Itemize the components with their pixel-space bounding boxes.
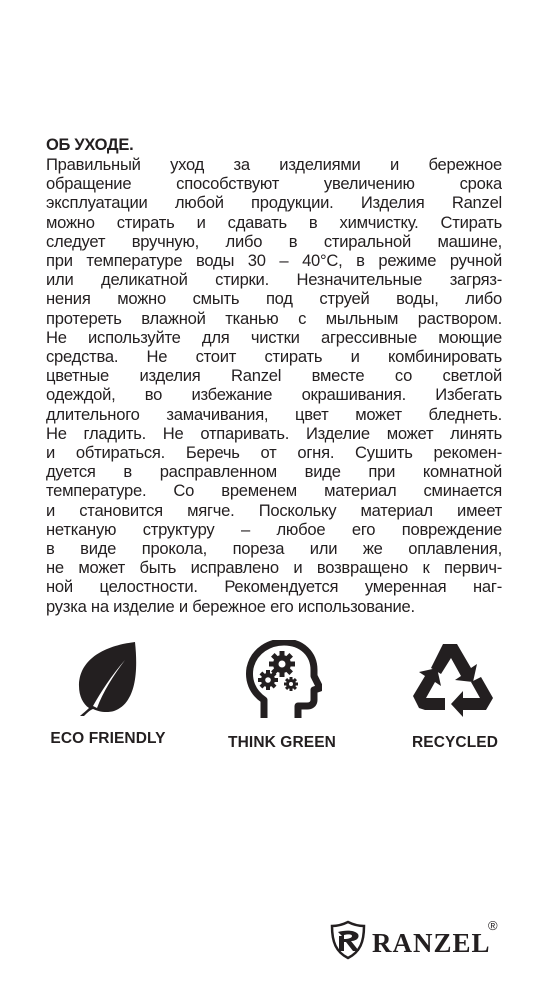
care-line: можно стирать и сдавать в химчистку. Стирать	[46, 212, 502, 232]
badge-recycled	[375, 640, 535, 752]
care-line: и обтираться. Беречь от огня. Сушить рекомен-	[46, 443, 502, 463]
care-line: эксплуатации любой продукции. Изделия Ranzel	[46, 193, 502, 213]
care-line: Не гладить. Не отпаривать. Изделие может линять	[46, 423, 502, 443]
head-gears-icon	[242, 640, 322, 720]
care-line: следует вручную, либо в стиральной машине,	[46, 231, 502, 251]
care-line: не может быть исправлено и возвращено к первич-	[46, 558, 502, 578]
leaf-icon	[73, 640, 143, 716]
care-line: Не используйте для чистки агрессивные моющие	[46, 327, 502, 347]
care-line: рузка на изделие и бережное его использование.	[46, 596, 415, 616]
care-line: в виде прокола, пореза или же оплавления,	[46, 539, 502, 559]
care-line: Правильный уход за изделиями и бережное	[46, 155, 502, 174]
care-title: ОБ УХОДЕ.	[46, 136, 134, 154]
care-line: обращение способствуют увеличению срока	[46, 174, 502, 194]
badge-think-green	[202, 640, 362, 752]
care-line: или деликатной стирки. Незначительные загряз-	[46, 270, 502, 290]
badge-eco-friendly	[28, 640, 188, 748]
badge-label: THINK GREEN	[228, 734, 336, 751]
care-body	[46, 155, 502, 616]
care-line: нения можно смыть под струей воды, либо	[46, 289, 502, 309]
shield-r-logo-icon	[330, 920, 366, 960]
registered-mark: ®	[488, 918, 498, 933]
care-line: средства. Не стоит стирать и комбинировать	[46, 347, 502, 367]
care-line: протереть влажной тканью с мыльным раствором.	[46, 308, 502, 328]
care-instructions	[46, 135, 502, 616]
brand-name: RANZEL	[372, 928, 491, 958]
care-line: ной целостности. Рекомендуется умеренная наг-	[46, 577, 502, 597]
care-line: длительного замачивания, цвет может бледнеть.	[46, 404, 502, 424]
care-line: цветные изделия Ranzel вместе со светлой	[46, 366, 502, 386]
care-line: температуре. Со временем материал сминается	[46, 481, 502, 501]
care-line: при температуре воды 30 – 40°С, в режиме ручной	[46, 251, 502, 271]
care-line: и становится мягче. Поскольку материал имеет	[46, 500, 502, 520]
care-line: одеждой, во избежание окрашивания. Избегать	[46, 385, 502, 405]
care-line: дуется в расправленном виде при комнатной	[46, 462, 502, 482]
recycle-icon	[413, 640, 497, 720]
care-line: нетканую структуру – любое его повреждение	[46, 519, 502, 539]
badge-row	[0, 640, 546, 770]
badge-label: ECO FRIENDLY	[50, 730, 166, 747]
brand-logo	[330, 918, 510, 962]
badge-label: RECYCLED	[411, 734, 499, 751]
